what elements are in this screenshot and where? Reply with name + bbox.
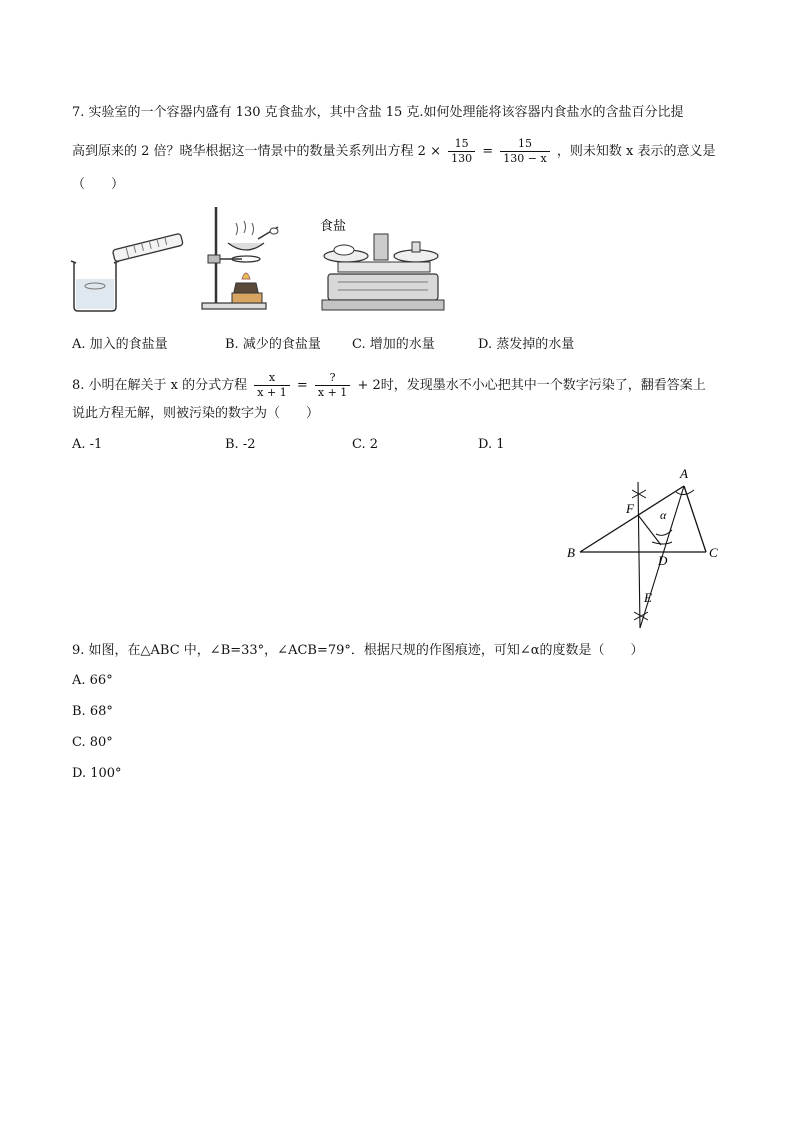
bisector-line xyxy=(638,482,640,628)
q7-line1: 7. 实验室的一个容器内盛有 130 克食盐水，其中含盐 15 克.如何处理能将该容器内食盐水的含盐百分比提 xyxy=(72,105,684,120)
label-f: F xyxy=(626,501,634,516)
q7-answer-paren: （ ） xyxy=(72,177,125,192)
q9-option-c[interactable]: C. 80° xyxy=(72,735,113,750)
q8-frac1-denominator: x + 1 xyxy=(257,386,287,399)
q7-option-c[interactable]: C. 增加的水量 xyxy=(352,337,435,352)
label-e: E xyxy=(644,590,652,605)
q7-frac1-numerator: 15 xyxy=(448,137,475,152)
q8-option-b[interactable]: B. -2 xyxy=(225,437,256,452)
triangle-construction-figure xyxy=(560,462,730,634)
side-ac xyxy=(684,486,706,552)
q8-frac1-numerator: x xyxy=(254,371,289,386)
q7-frac2-denominator: 130 − x xyxy=(503,152,547,165)
q7-option-a[interactable]: A. 加入的食盐量 xyxy=(72,337,168,352)
arc-mark-top xyxy=(632,490,646,498)
evaporation-apparatus xyxy=(198,203,293,313)
q8-line2: 说此方程无解，则被污染的数字为（ ） xyxy=(72,406,320,421)
arc-mark-bottom xyxy=(634,612,648,620)
q8-line1 xyxy=(72,371,706,400)
q7-equals: = xyxy=(482,144,494,159)
label-b: B xyxy=(567,545,575,560)
q9-option-b[interactable]: B. 68° xyxy=(72,704,113,719)
q7-option-d[interactable]: D. 蒸发掉的水量 xyxy=(478,337,575,352)
q8-line1-post: + 2时，发现墨水不小心把其中一个数字污染了，翻看答案上 xyxy=(357,378,706,393)
q9-option-a[interactable]: A. 66° xyxy=(72,673,113,688)
segment-fd xyxy=(638,515,661,545)
q9-line1: 9. 如图，在△ABC 中，∠B=33°，∠ACB=79°．根据尺规的作图痕迹，可知∠α的度数是（ ） xyxy=(72,643,644,658)
q8-option-a[interactable]: A. -1 xyxy=(72,437,103,452)
balance-label: 食盐 xyxy=(320,218,347,233)
arc-mark-mid2 xyxy=(652,542,672,544)
q7-line2-post: ，则未知数 x 表示的意义是 xyxy=(556,144,716,159)
q8-frac2-denominator: x + 1 xyxy=(317,386,348,399)
q8-option-d[interactable]: D. 1 xyxy=(478,437,505,452)
label-alpha: α xyxy=(660,508,667,522)
beaker-illustration xyxy=(68,203,188,313)
label-a: A xyxy=(680,466,688,481)
q7-frac2-numerator: 15 xyxy=(500,137,549,152)
label-d: D xyxy=(658,553,668,568)
q8-equals: = xyxy=(296,378,308,393)
q7-fraction-2 xyxy=(500,137,549,166)
q8-option-c[interactable]: C. 2 xyxy=(352,437,379,452)
q7-fraction-1 xyxy=(448,137,475,166)
q8-fraction-1 xyxy=(254,371,289,400)
q7-option-b[interactable]: B. 减少的食盐量 xyxy=(225,337,321,352)
q8-line1-pre: 8. 小明在解关于 x 的分式方程 xyxy=(72,378,248,393)
q8-frac2-numerator: ? xyxy=(315,371,350,386)
balance-scale xyxy=(318,214,448,314)
q7-line2 xyxy=(72,137,715,166)
q7-line2-pre: 高到原来的 2 倍？晓华根据这一情景中的数量关系列出方程 2 × xyxy=(72,144,441,159)
q9-option-d[interactable]: D. 100° xyxy=(72,766,122,781)
label-c: C xyxy=(709,545,718,560)
q7-frac1-denominator: 130 xyxy=(451,152,473,165)
side-ab xyxy=(580,486,684,552)
q8-fraction-2 xyxy=(315,371,350,400)
